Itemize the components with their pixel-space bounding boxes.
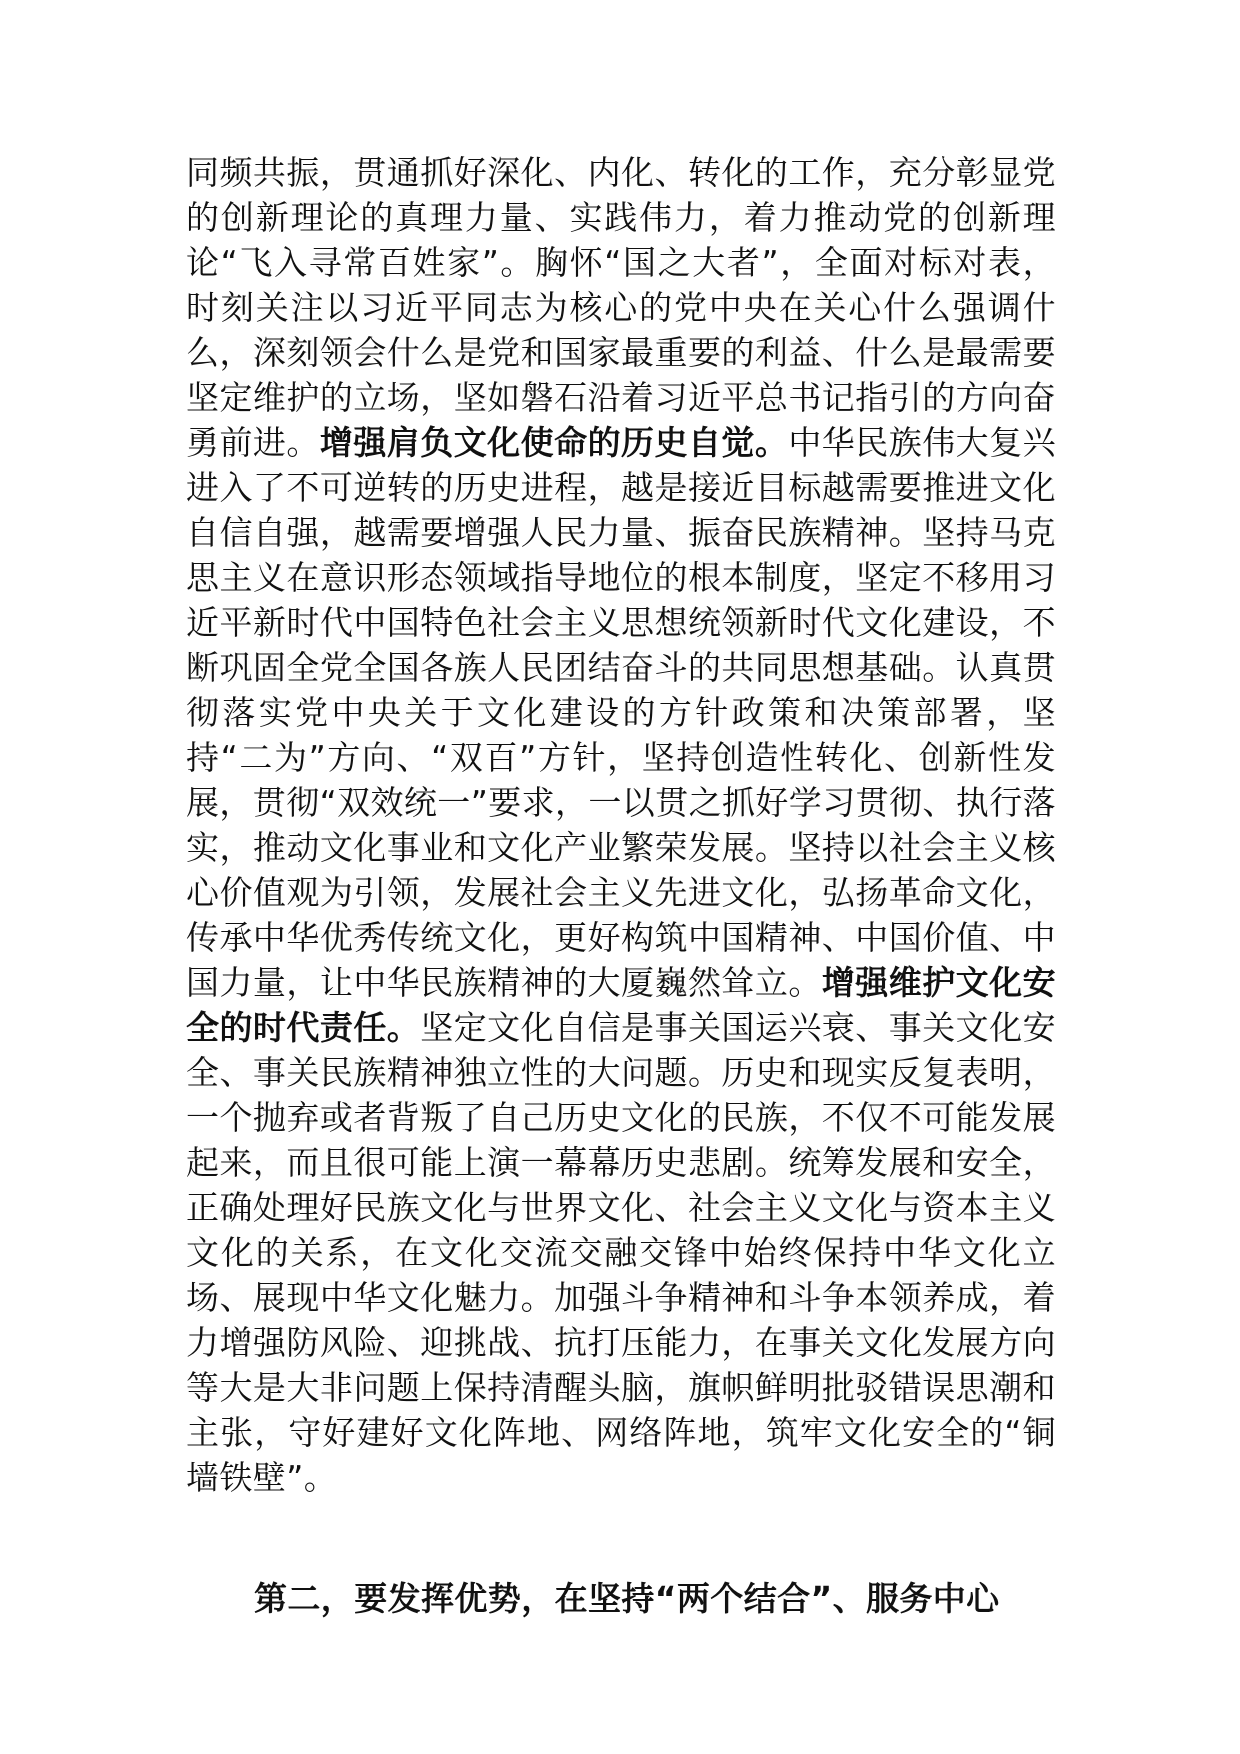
- bold-subheading-cultural-security: 增强维护文化安全的时代责任。: [186, 963, 1056, 1047]
- section-heading-second: 第二，要发挥优势，在坚持“两个结合”、服务中心: [254, 1579, 1000, 1618]
- paragraph-text-cultural-mission: 中华民族伟大复兴进入了不可逆转的历史进程，越是接近目标越需要推进文化自信自强，越需要增强人民力量、振奋民族精神。坚持马克思主义在意识形态领域指导地位的根本制度，坚定不移用习近平新时代中国特色社会主义思想统领新时代文化建设，不断巩固全党全国各族人民团结奋斗的共同思想基础。认真贯彻落实党中央关于文化建设的方针政策和决策部署，坚持“二为”方向、“双百”方针，坚持创造性转化、创新性发展，贯彻“双效统一”要求，一以贯之抓好学习贯彻、执行落实，推动文化事业和文化产业繁荣发展。坚持以社会主义核心价值观为引领，发展社会主义先进文化，弘扬革命文化，传承中华优秀传统文化，更好构筑中国精神、中国价值、中国力量，让中华民族精神的大厦巍然耸立。: [186, 423, 1056, 1002]
- paragraph-intro-text: 同频共振，贯通抓好深化、内化、转化的工作，充分彰显党的创新理论的真理力量、实践伟力，着力推动党的创新理论“飞入寻常百姓家”。胸怀“国之大者”，全面对标对表，时刻关注以习近平同志为核心的党中央在关心什么强调什么，深刻领会什么是党和国家最重要的利益、什么是最需要坚定维护的立场，坚如磐石沿着习近平总书记指引的方向奋勇前进。: [186, 153, 1056, 462]
- bold-subheading-historical-awareness: 增强肩负文化使命的历史自觉。: [319, 423, 789, 462]
- paragraph-text-cultural-security: 坚定文化自信是事关国运兴衰、事关文化安全、事关民族精神独立性的大问题。历史和现实反复表明，一个抛弃或者背叛了自己历史文化的民族，不仅不可能发展起来，而且很可能上演一幕幕历史悲剧。统筹发展和安全，正确处理好民族文化与世界文化、社会主义文化与资本主义文化的关系，在文化交流交融交锋中始终保持中华文化立场、展现中华文化魅力。加强斗争精神和斗争本领养成，着力增强防风险、迎挑战、抗打压能力，在事关文化发展方向等大是大非问题上保持清醒头脑，旗帜鲜明批驳错误思潮和主张，守好建好文化阵地、网络阵地，筑牢文化安全的“铜墙铁壁”。: [186, 1008, 1056, 1497]
- body-paragraph: [186, 150, 1056, 1500]
